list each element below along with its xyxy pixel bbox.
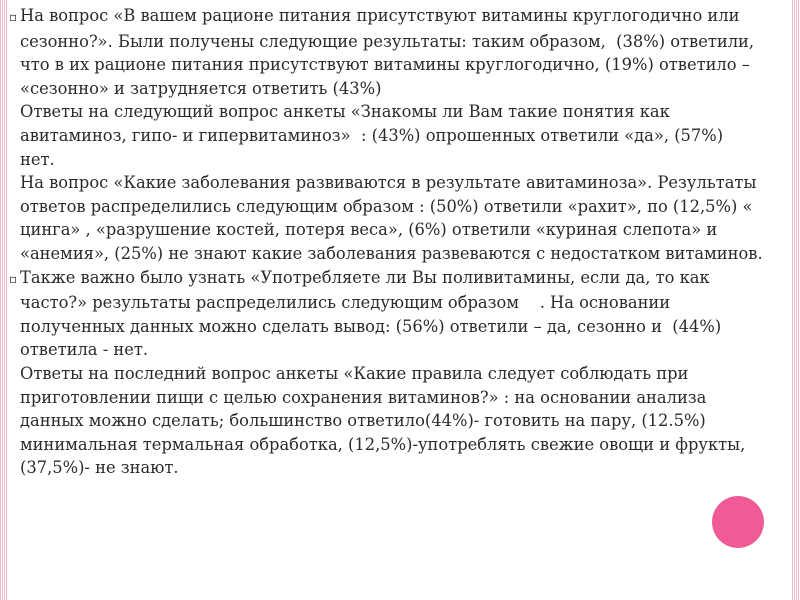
paragraph-cooking-rules: Ответы на последний вопрос анкеты «Какие правила следует соблюдать при приготовлении пищи с целью сохранения витаминов?» : на основании анализа данных можно сделать; большинство ответило(44%)- готовить на пару, (12.5%) минимальная термальная обработка, (12,5%)-употреблять свежие овощи и фрукты, (37,5%)- не знают. xyxy=(20,363,746,478)
bullet-icon: ▫ xyxy=(9,10,18,24)
paragraph-diseases: На вопрос «Какие заболевания развиваются в результате авитаминоза». Результаты ответов распределились следующим образом : (50%) ответили «рахит», по (12,5%) « цинга» , «разрушение костей, потеря веса», (6%) ответили «куриная слепота» и «анемия», (25%) не знают какие заболевания развеваются с недостатком витаминов. xyxy=(20,173,763,263)
bullet-paragraph-vitamins-season: ▫ На вопрос «В вашем рационе питания присутствуют витамины круглогодично или сезонно?». Были получены следующие результаты: таким образом, (38%) ответили, что в их рационе питания присутствуют витамины круглогодично, (19%) ответило – «сезонно» и затрудняется ответить (43%) xyxy=(9,6,755,98)
right-decorative-stripes xyxy=(792,0,800,600)
slide-body xyxy=(9,4,789,480)
pink-circle-decoration xyxy=(712,496,764,548)
bullet-icon: ▫ xyxy=(9,271,18,286)
bullet-paragraph-multivitamins: ▫ Также важно было узнать «Употребляете ли Вы поливитамины, если да, то как часто?» результаты распределились следующим образом . На основании полученных данных можно сделать вывод: (56%) ответили – да, сезонно и (44%) ответила - нет. xyxy=(9,267,722,360)
left-decorative-stripes xyxy=(0,0,8,600)
paragraph-avitaminosis-awareness: Ответы на следующий вопрос анкеты «Знакомы ли Вам такие понятия как авитаминоз, гипо- и гипервитаминоз» : (43%) опрошенных ответили «да», (57%) нет. xyxy=(20,102,724,169)
